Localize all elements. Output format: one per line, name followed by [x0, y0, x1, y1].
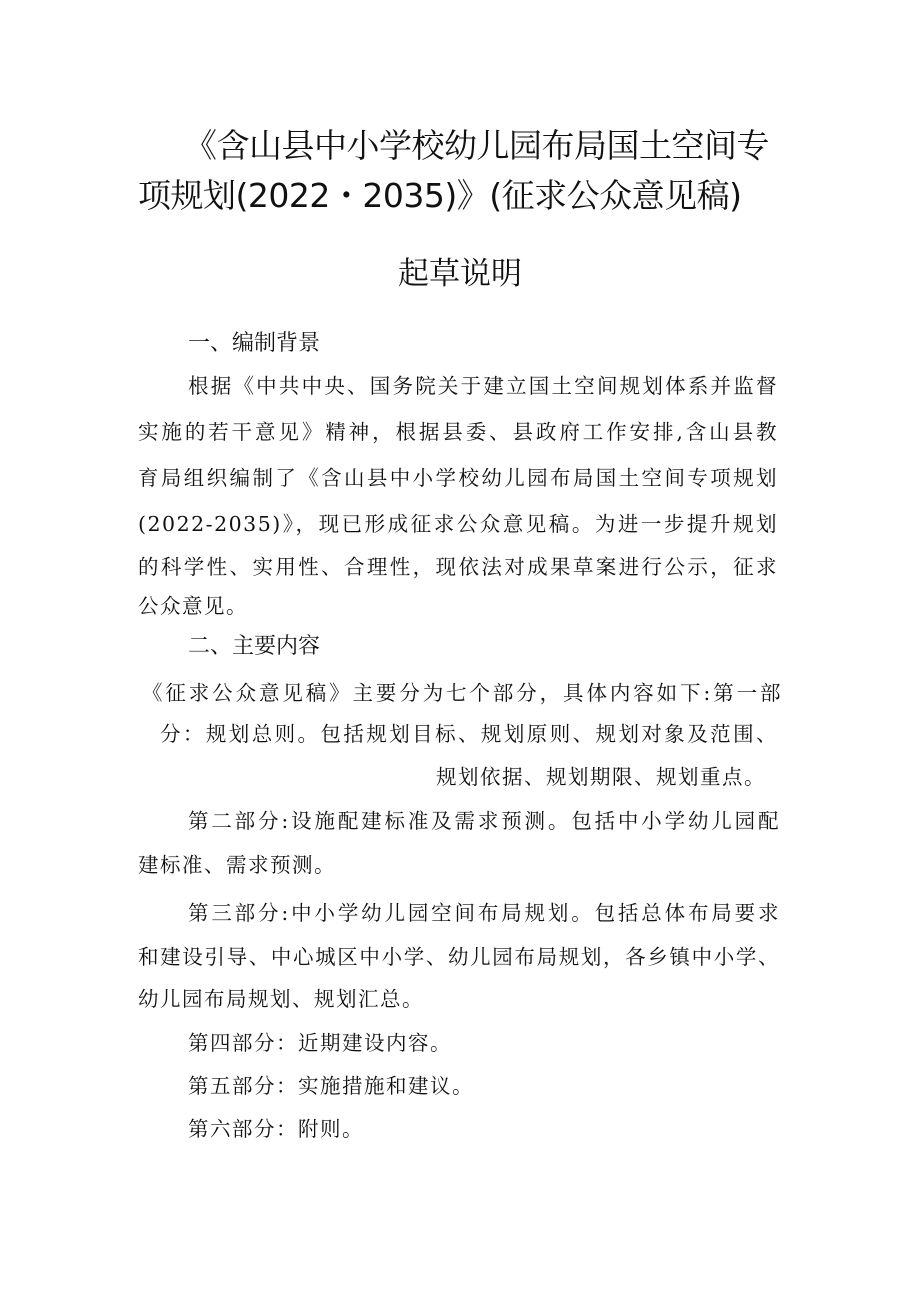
paragraph-line: 根据《中共中央、国务院关于建立国土空间规划体系并监督 — [188, 374, 778, 398]
paragraph-line: 《征求公众意见稿》主要分为七个部分，具体内容如下:第一部 — [142, 681, 782, 705]
paragraph-line: 和建设引导、中心城区中小学、幼儿园布局规划，各乡镇中小学、 — [138, 945, 780, 969]
paragraph-line: 第六部分：附则。 — [188, 1117, 364, 1141]
paragraph-line: (2022-2035)》，现已形成征求公众意见稿。为进一步提升规划 — [138, 512, 778, 536]
paragraph-line: 实施的若干意见》精神，根据县委、县政府工作安排,含山县教 — [138, 420, 778, 444]
paragraph-line: 公众意见。 — [138, 594, 248, 618]
paragraph-line: 第二部分:设施配建标准及需求预测。包括中小学幼儿园配 — [188, 809, 780, 833]
paragraph-line: 的科学性、实用性、合理性，现依法对成果草案进行公示，征求 — [138, 555, 778, 579]
section-heading-background: 一、编制背景 — [188, 331, 321, 356]
document-title-line-2: 项规划(2022・2035)》(征求公众意见稿) — [138, 176, 742, 215]
paragraph-line: 第四部分：近期建设内容。 — [188, 1031, 452, 1055]
paragraph-line: 育局组织编制了《含山县中小学校幼儿园布局国土空间专项规划 — [138, 466, 778, 490]
document-subtitle: 起草说明 — [398, 256, 522, 292]
paragraph-line: 第五部分：实施措施和建议。 — [188, 1074, 474, 1098]
paragraph-line: 建标准、需求预测。 — [138, 853, 336, 877]
paragraph-line: 幼儿园布局规划、规划汇总。 — [138, 987, 424, 1011]
document-title-line-1: 《含山县中小学校幼儿园布局国土空间专 — [184, 126, 769, 165]
paragraph-line: 分：规划总则。包括规划目标、规划原则、规划对象及范围、 — [160, 722, 778, 746]
paragraph-line: 规划依据、规划期限、规划重点。 — [436, 765, 766, 789]
section-heading-main-content: 二、主要内容 — [188, 634, 321, 659]
paragraph-line: 第三部分:中小学幼儿园空间布局规划。包括总体布局要求 — [188, 901, 780, 925]
